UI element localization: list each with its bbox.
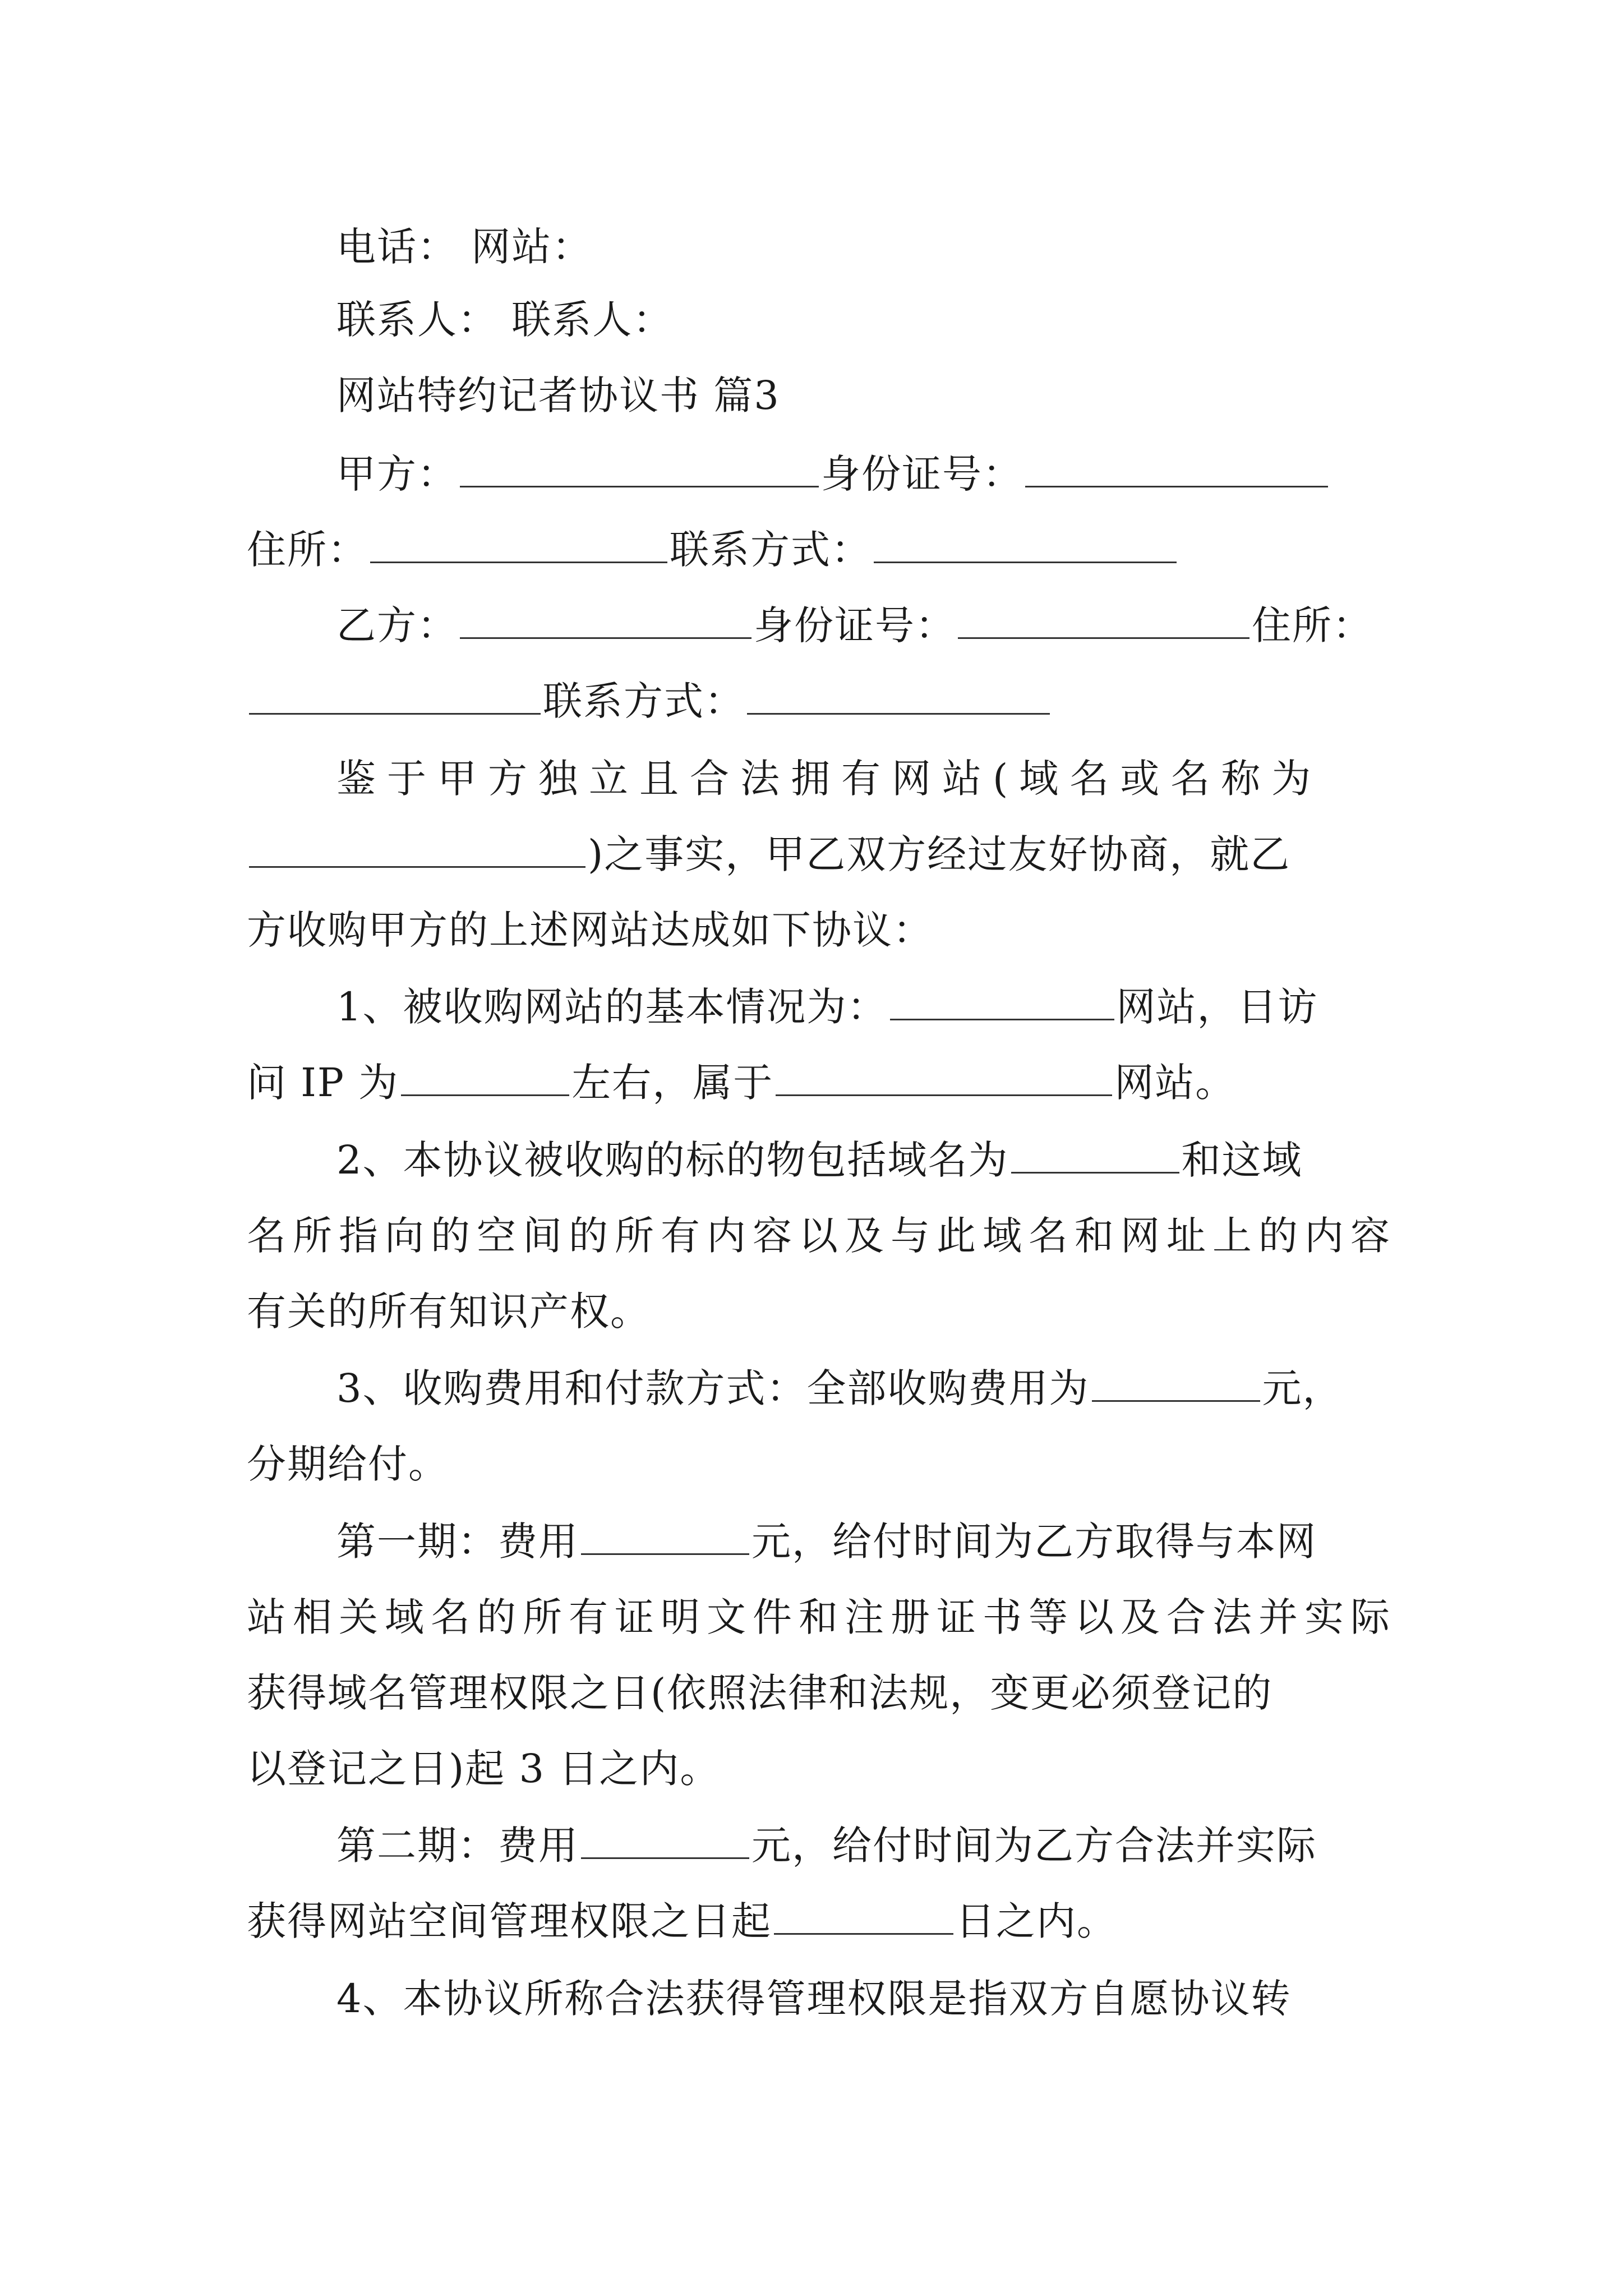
label: 住所： [247,527,368,573]
text: 1、被收购网站的基本情况为： [336,984,888,1030]
label: 身份证号： [754,602,956,648]
text: 问 IP 为 [247,1060,399,1106]
label: 乙方： [336,602,458,648]
contact-line [336,292,1391,348]
text: 元， [1262,1365,1343,1411]
label: 联系方式： [670,527,872,573]
clause-4-line-1 [336,1971,1391,2027]
fill-blank [1025,451,1328,487]
section-heading [336,367,1391,424]
fill-blank [370,527,667,563]
party-b-contact-line [247,673,1391,729]
fill-blank [747,678,1050,715]
party-a-address-line [247,522,1391,578]
text: 站相关域名的所有证明文件和注册证书等以及合法并实际 [247,1594,1396,1640]
label: 联系方式： [543,678,745,724]
fill-blank [249,678,541,715]
fill-blank [1092,1365,1260,1402]
fill-blank [776,1060,1112,1096]
fill-blank [581,1519,749,1555]
text: 分期给付。 [247,1441,449,1487]
text: 鉴于甲方独立且合法拥有网站(域名或名称为 [336,756,1322,802]
text: 名所指向的空间的所有内容以及与此域名和网址上的内容 [247,1213,1396,1259]
text: 联系人： 联系人： [336,297,674,343]
fill-blank [249,831,585,868]
fill-blank [774,1898,953,1935]
preamble-line-1 [336,751,1391,807]
preamble-line-3 [247,902,1391,958]
text: 日之内。 [956,1898,1117,1944]
text: 网站，日访 [1116,984,1318,1030]
text: 方收购甲方的上述网站达成如下协议： [247,907,933,953]
text: 获得网站空间管理权限之日起 [247,1898,772,1944]
text: 网站特约记者协议书 篇3 [336,372,780,418]
text: 左右，属于 [571,1060,774,1106]
text: 有关的所有知识产权。 [247,1289,651,1335]
phone-website-line [336,219,1391,275]
clause-2-line-2 [247,1208,1396,1264]
phase-1-line-1 [336,1513,1391,1570]
clause-1-line-2 [247,1055,1391,1111]
fill-blank [460,602,751,639]
text: 4、本协议所称合法获得管理权限是指双方自愿协议转 [336,1976,1292,2022]
clause-2-line-3 [247,1283,1391,1340]
party-a-line [336,446,1391,502]
text: 3、收购费用和付款方式：全部收购费用为 [336,1365,1090,1411]
fill-blank [401,1060,569,1096]
text: 元，给付时间为乙方取得与本网 [751,1519,1317,1565]
text: 第二期：费用 [336,1823,579,1869]
phase-1-line-3 [247,1665,1391,1721]
text: 以登记之日)起 3 日之内。 [247,1746,721,1792]
text: 和这域 [1181,1137,1303,1183]
label: 甲方： [336,451,458,497]
party-b-line [336,597,1391,654]
preamble-line-2 [247,826,1391,882]
fill-blank [890,984,1114,1020]
text: 电话： 网站： [336,224,593,270]
phase-2-line-1 [336,1818,1391,1874]
clause-3-line-1 [336,1360,1391,1416]
fill-blank [581,1823,749,1859]
label: 身份证号： [821,451,1023,497]
phase-1-line-4 [247,1741,1391,1797]
text: 元，给付时间为乙方合法并实际 [751,1823,1317,1869]
text: 2、本协议被收购的标的物包括域名为 [336,1137,1009,1183]
text: 第一期：费用 [336,1519,579,1565]
clause-3-line-2 [247,1436,1391,1492]
label: 住所： [1252,602,1373,648]
fill-blank [460,451,819,487]
text: )之事实，甲乙双方经过友好协商，就乙 [588,831,1291,877]
clause-2-line-1 [336,1132,1391,1188]
text: 网站。 [1114,1060,1236,1106]
fill-blank [1011,1137,1179,1174]
phase-2-line-2 [247,1893,1391,1949]
clause-1-line-1 [336,979,1391,1035]
fill-blank [874,527,1177,563]
fill-blank [958,602,1249,639]
phase-1-line-2 [247,1589,1396,1645]
text: 获得域名管理权限之日(依照法律和法规，变更必须登记的 [247,1670,1273,1716]
